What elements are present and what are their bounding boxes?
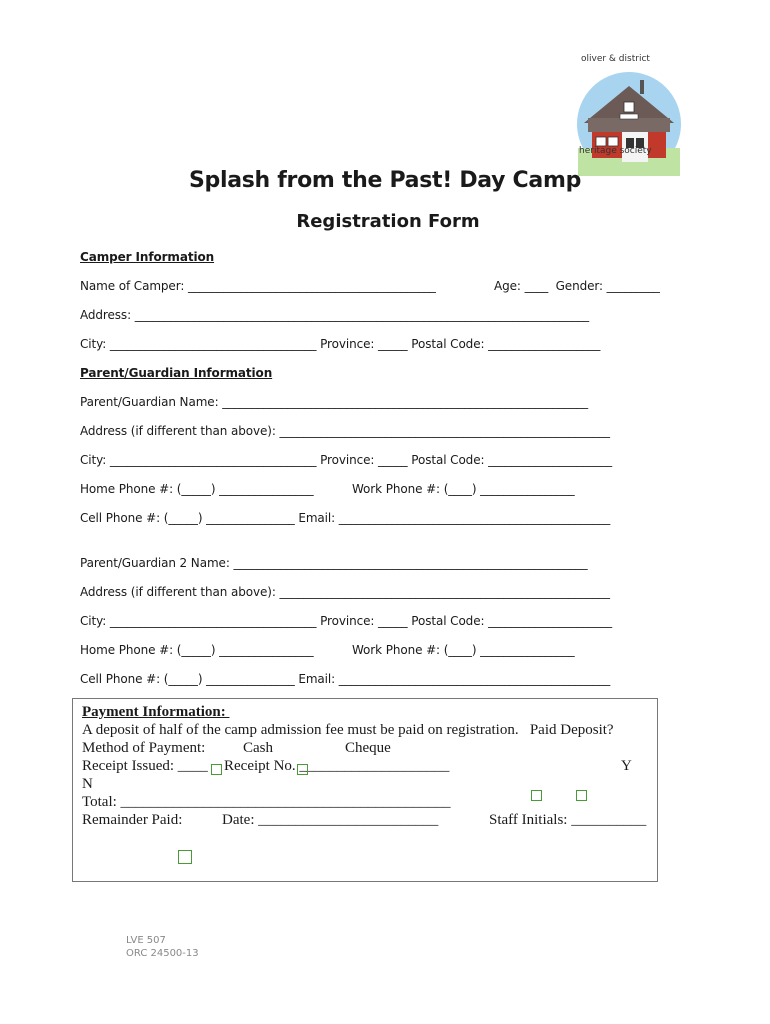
date-field[interactable]: Date: ________________________ (222, 812, 439, 828)
camper-name-field[interactable]: Name of Camper: __________________________________________ (80, 279, 436, 293)
deposit-yes-checkbox[interactable] (531, 790, 542, 801)
logo-bottom-text: heritage society (579, 146, 652, 156)
deposit-no-checkbox[interactable] (576, 790, 587, 801)
staff-initials-field[interactable]: Staff Initials: __________ (489, 812, 647, 828)
guardian1-work-phone-field[interactable]: Work Phone #: (____) ________________ (352, 482, 575, 496)
camper-city-field[interactable]: City: ___________________________________ Province: _____ Postal Code: ___________________ (80, 337, 601, 351)
receipt-number-field[interactable]: Receipt No. ____________________ (224, 758, 450, 774)
cash-option-label: Cash (243, 740, 273, 756)
guardian2-address-field[interactable]: Address (if different than above): ________________________________________________________ (80, 585, 610, 599)
guardian1-cell-email-field[interactable]: Cell Phone #: (_____) _______________ Email: ______________________________________________ (80, 511, 611, 525)
total-field[interactable]: Total: ____________________________________________ (82, 794, 451, 810)
page-title: Splash from the Past! Day Camp (188, 168, 582, 193)
page-subtitle: Registration Form (296, 211, 480, 232)
receipt-issued-field[interactable]: Receipt Issued: ____ (82, 758, 212, 774)
deposit-no-label: N (82, 776, 93, 792)
guardian2-home-phone-field[interactable]: Home Phone #: (_____) ________________ (80, 643, 314, 657)
guardian1-name-field[interactable]: Parent/Guardian Name: ______________________________________________________________ (80, 395, 589, 409)
logo-top-text: oliver & district (581, 54, 650, 64)
guardian2-work-phone-field[interactable]: Work Phone #: (____) ________________ (352, 643, 575, 657)
cheque-checkbox[interactable] (297, 764, 308, 775)
camper-address-field[interactable]: Address: _____________________________________________________________________________ (80, 308, 590, 322)
deposit-note: A deposit of half of the camp admission fee must be paid on registration. Paid Deposit? (82, 722, 614, 738)
guardian2-city-field[interactable]: City: ___________________________________ Province: _____ Postal Code: _____________________ (80, 614, 613, 628)
payment-method-label: Method of Payment: (82, 740, 206, 756)
deposit-yes-label: Y (621, 758, 632, 774)
remainder-paid-label: Remainder Paid: (82, 812, 183, 828)
footer-code-1: LVE 507 (126, 935, 166, 946)
guardian1-home-phone-field[interactable]: Home Phone #: (_____) ________________ (80, 482, 314, 496)
payment-heading: Payment Information: (82, 704, 230, 720)
heritage-society-logo (565, 50, 675, 162)
camper-age-gender-field[interactable]: Age: ____ Gender: _________ (494, 279, 660, 293)
guardian1-city-field[interactable]: City: ___________________________________ Province: _____ Postal Code: _____________________ (80, 453, 613, 467)
receipt-issued-checkbox[interactable] (178, 850, 192, 864)
guardian-heading: Parent/Guardian Information (80, 366, 273, 380)
footer-code-2: ORC 24500-13 (126, 948, 199, 959)
guardian2-name-field[interactable]: Parent/Guardian 2 Name: ____________________________________________________________ (80, 556, 588, 570)
cash-checkbox[interactable] (211, 764, 222, 775)
guardian2-cell-email-field[interactable]: Cell Phone #: (_____) _______________ Email: ______________________________________________ (80, 672, 611, 686)
guardian1-address-field[interactable]: Address (if different than above): ________________________________________________________ (80, 424, 610, 438)
camper-heading: Camper Information (80, 250, 215, 264)
cheque-option-label: Cheque (345, 740, 391, 756)
